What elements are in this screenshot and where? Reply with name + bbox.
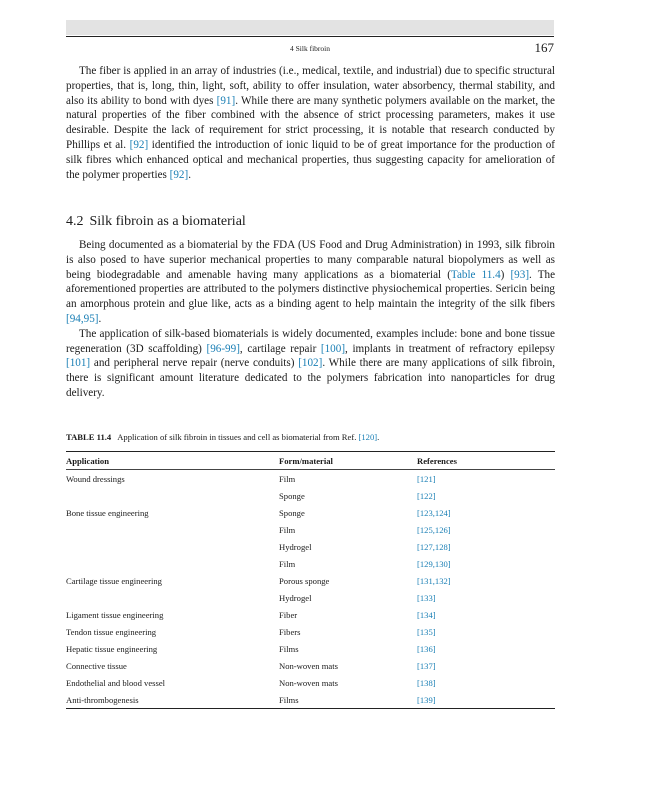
top-gray-bar — [66, 20, 554, 35]
application-cell — [66, 487, 279, 504]
citation-link[interactable]: Table 11.4 — [450, 268, 501, 281]
intro-text — [66, 64, 555, 182]
text-run: . — [188, 168, 191, 181]
reference-cell[interactable]: [138] — [417, 677, 436, 688]
form-material-cell: Sponge — [279, 490, 305, 501]
reference-cell[interactable]: [137] — [417, 660, 436, 671]
text-run: ) — [500, 268, 511, 281]
form-material-cell: Film — [279, 558, 296, 569]
table-label: TABLE 11.4 — [66, 432, 112, 442]
citation-link[interactable]: [102] — [298, 357, 323, 370]
header-rule — [66, 36, 554, 37]
application-cell: Endothelial and blood vessel — [66, 677, 166, 688]
table-caption-end: . — [377, 432, 380, 442]
table-header-row — [66, 452, 555, 470]
text-run: , implants in treatment of refractory epilepsy — [345, 342, 555, 355]
form-material-cell: Fibers — [279, 626, 301, 637]
form-material-cell: Film — [279, 473, 296, 484]
section-text — [66, 238, 555, 401]
table-row — [66, 674, 555, 691]
table-row — [66, 555, 555, 572]
form-material-cell: Hydrogel — [279, 592, 312, 603]
chapter-running-title: 4 Silk fibroin — [289, 44, 330, 53]
application-cell: Hepatic tissue engineering — [66, 643, 158, 654]
table-row — [66, 538, 555, 555]
citation-link[interactable]: [100] — [320, 342, 346, 355]
application-cell — [66, 555, 279, 572]
application-cell — [66, 521, 279, 538]
application-cell: Ligament tissue engineering — [66, 609, 164, 620]
table-row — [66, 504, 555, 521]
text-run: and peripheral nerve repair (nerve conduits) — [90, 357, 299, 370]
table-row — [66, 606, 555, 623]
section-number: 4.2 — [66, 214, 84, 229]
table-row — [66, 657, 555, 674]
text-run: . While there are many applications of silk fibroin, there is significant amount literature dedicated to the polymers fabrication into nanoparticles for drug delivery. — [66, 357, 556, 399]
table-row — [66, 470, 555, 488]
application-cell: Anti-thrombogenesis — [66, 691, 279, 709]
text-run: . — [98, 312, 102, 325]
citation-link[interactable]: [91] — [216, 94, 236, 107]
citation-link[interactable]: [92] — [129, 138, 149, 151]
reference-cell[interactable]: [135] — [417, 626, 436, 637]
column-header-application: Application — [66, 452, 279, 470]
application-cell: Tendon tissue engineering — [66, 626, 157, 637]
application-cell — [66, 589, 279, 606]
form-material-cell: Non-woven mats — [279, 660, 338, 671]
reference-cell[interactable]: [134] — [417, 609, 436, 620]
text-run: The fiber is applied in an array of industries (i.e., medical, textile, and industrial) due to specific structural properties, that is, long, thin, light, soft, ability to offer insulation, water absorbency, thermal stability, and also its ability to bond with dyes — [66, 65, 555, 107]
form-material-cell: Hydrogel — [279, 541, 312, 552]
reference-cell[interactable]: [139] — [417, 691, 555, 709]
table-caption-ref[interactable]: [120] — [358, 432, 378, 442]
citation-link[interactable]: [92] — [169, 168, 189, 181]
column-header-references: References — [417, 452, 555, 470]
citation-link[interactable]: [96-99] — [206, 342, 240, 355]
form-material-cell: Films — [279, 643, 299, 654]
reference-cell[interactable]: [122] — [417, 490, 436, 501]
table-caption-text: Application of silk fibroin in tissues and cell as biomaterial from Ref. — [117, 432, 359, 442]
form-material-cell: Sponge — [279, 507, 305, 518]
table-row — [66, 691, 555, 709]
reference-cell[interactable]: [133] — [417, 592, 436, 603]
intro-paragraph — [66, 64, 555, 182]
citation-link[interactable]: [93] — [510, 268, 530, 281]
reference-cell[interactable]: [131,132] — [417, 575, 451, 586]
running-head — [66, 42, 554, 56]
form-material-cell: Film — [279, 524, 296, 535]
section-heading — [66, 214, 246, 230]
text-run: . The aforementioned properties are attributed to the polymers distinctive physiochemical properties. Sericin being an amorphous protein and glue like, acts as a binding agent to help maintain the integrity of the silk fibers — [66, 268, 556, 311]
reference-cell[interactable]: [136] — [417, 643, 436, 654]
application-cell: Bone tissue engineering — [66, 507, 149, 518]
text-run: identified the introduction of ionic liquid to be of great importance for the production of silk fibres which enhanced optical and mechanical properties, thus suggesting capacity for amelioration of the polymer properties — [66, 138, 555, 181]
text-run: Being documented as a biomaterial by the FDA (US Food and Drug Administration) in 1993, silk fibroin is also posed to have superior mechanical properties to many comparable natural biopolymers as well as being biodegradable and amenable having many applications as a biomaterial ( — [66, 239, 555, 281]
table-caption — [66, 432, 379, 442]
table-row — [66, 521, 555, 538]
citation-link[interactable]: [101] — [66, 357, 91, 370]
application-cell — [66, 538, 279, 555]
table-row — [66, 487, 555, 504]
applications-table — [66, 451, 555, 709]
reference-cell[interactable]: [129,130] — [417, 558, 451, 569]
table-body — [66, 470, 555, 709]
application-cell: Wound dressings — [66, 473, 125, 484]
section-title: Silk fibroin as a biomaterial — [89, 214, 246, 229]
column-header-form-material: Form/material — [279, 452, 417, 470]
text-run: . While there are many synthetic polymers available on the market, the natural properties of the fiber combined with the absence of strict processing parameters, makes it use desirable. Despite the lack of requirement for strict processing, it is notable that research conducted by Phillips et al. — [66, 94, 555, 151]
application-cell: Cartilage tissue engineering — [66, 575, 162, 586]
page-number: 167 — [534, 40, 554, 55]
form-material-cell: Fiber — [279, 609, 298, 620]
section-paragraph-1 — [66, 238, 555, 327]
reference-cell[interactable]: [125,126] — [417, 524, 451, 535]
reference-cell[interactable]: [123,124] — [417, 507, 451, 518]
table-row — [66, 623, 555, 640]
text-run: The application of silk-based biomaterials is widely documented, examples include: bone and bone tissue regeneration (3D scaffolding) — [66, 327, 555, 355]
reference-cell[interactable]: [127,128] — [417, 541, 451, 552]
citation-link[interactable]: [94,95] — [66, 312, 99, 325]
table-row — [66, 572, 555, 589]
text-run: , cartilage repair — [239, 342, 321, 355]
form-material-cell: Porous sponge — [279, 575, 330, 586]
reference-cell[interactable]: [121] — [417, 473, 436, 484]
table-row — [66, 589, 555, 606]
table-row — [66, 640, 555, 657]
section-paragraph-2 — [66, 327, 555, 401]
form-material-cell: Non-woven mats — [279, 677, 338, 688]
application-cell: Connective tissue — [66, 660, 127, 671]
form-material-cell: Films — [279, 691, 417, 709]
